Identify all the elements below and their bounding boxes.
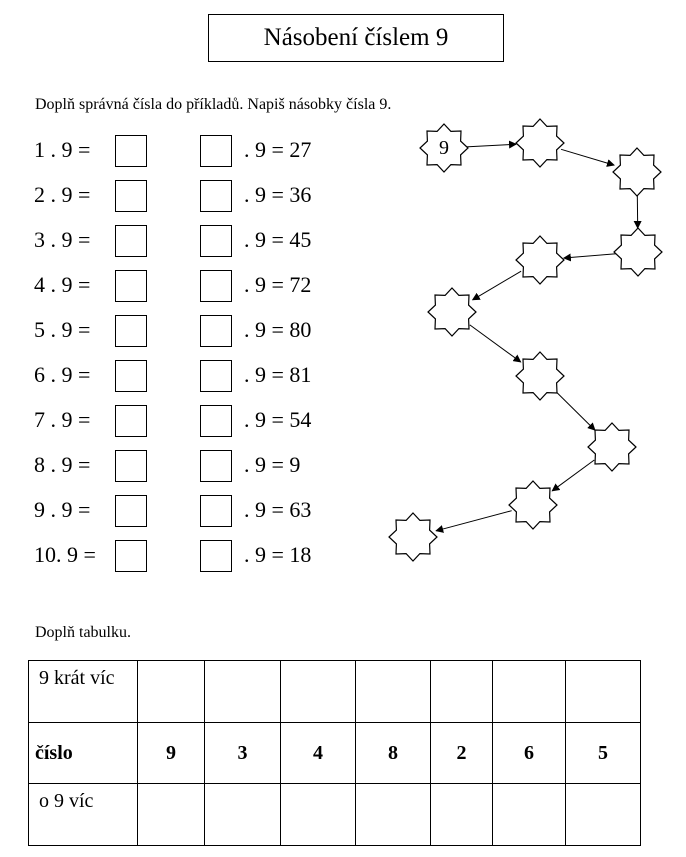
exercise-right: . 9 = 45 (244, 227, 312, 252)
number-cell: 3 (205, 723, 281, 784)
table-row-numbers (29, 723, 641, 784)
multiplication-table (28, 660, 641, 846)
chain-star[interactable] (509, 481, 557, 529)
chain-star[interactable] (516, 119, 564, 167)
exercise-right: . 9 = 72 (244, 272, 312, 297)
instruction-table: Doplň tabulku. (35, 624, 131, 641)
answer-cell[interactable] (356, 784, 431, 846)
exercise-left: 7 . 9 = (34, 407, 91, 432)
chain-arrow (552, 460, 594, 491)
answer-cell[interactable] (493, 784, 566, 846)
chain-arrow (556, 391, 595, 430)
exercise-left: 10. 9 = (34, 542, 96, 567)
exercise-left: 4 . 9 = (34, 272, 91, 297)
chain-star[interactable] (588, 423, 636, 471)
number-cell: 8 (356, 723, 431, 784)
answer-cell[interactable] (138, 784, 205, 846)
exercise-right: . 9 = 81 (244, 362, 312, 387)
exercise-left: 2 . 9 = (34, 182, 91, 207)
answer-cell[interactable] (281, 784, 356, 846)
answer-cell[interactable] (205, 661, 281, 723)
number-cell: 6 (493, 723, 566, 784)
exercise-left: 6 . 9 = (34, 362, 91, 387)
instruction-exercises: Doplň správná čísla do příkladů. Napiš násobky čísla 9. (35, 96, 392, 113)
exercise-right: . 9 = 18 (244, 542, 312, 567)
exercise-left: 5 . 9 = (34, 317, 91, 342)
answer-cell[interactable] (431, 784, 493, 846)
chain-arrow (561, 149, 614, 165)
table-row-plus (29, 784, 641, 846)
exercise-left: 9 . 9 = (34, 497, 91, 522)
chain-arrow (473, 271, 521, 300)
row-label-plus: o 9 víc (29, 784, 138, 846)
number-cell: 5 (566, 723, 641, 784)
answer-cell[interactable] (566, 784, 641, 846)
exercise-left: 8 . 9 = (34, 452, 91, 477)
exercise-right: . 9 = 63 (244, 497, 312, 522)
chain-start-number: 9 (439, 137, 449, 159)
chain-star[interactable] (614, 228, 662, 276)
exercise-right: . 9 = 9 (244, 452, 301, 477)
number-cell: 4 (281, 723, 356, 784)
answer-cell[interactable] (356, 661, 431, 723)
number-cell: 9 (138, 723, 205, 784)
chain-star[interactable] (613, 148, 661, 196)
answer-cell[interactable] (431, 661, 493, 723)
exercise-left: 1 . 9 = (34, 137, 91, 162)
chain-star[interactable] (389, 513, 437, 561)
table-row-times (29, 661, 641, 723)
exercise-right: . 9 = 27 (244, 137, 312, 162)
chain-arrow (466, 144, 516, 147)
row-label-times: 9 krát víc (29, 661, 138, 723)
answer-cell[interactable] (493, 661, 566, 723)
chain-star[interactable] (516, 352, 564, 400)
exercise-right: . 9 = 54 (244, 407, 312, 432)
chain-arrow (436, 511, 512, 531)
chain-star[interactable] (428, 288, 476, 336)
chain-arrow (470, 325, 521, 362)
chain-star[interactable] (516, 236, 564, 284)
exercise-left: 3 . 9 = (34, 227, 91, 252)
answer-cell[interactable] (281, 661, 356, 723)
number-cell: 2 (431, 723, 493, 784)
exercise-right: . 9 = 80 (244, 317, 312, 342)
exercise-right: . 9 = 36 (244, 182, 312, 207)
answer-cell[interactable] (205, 784, 281, 846)
chain-arrow (564, 254, 616, 258)
row-label-number: číslo (29, 723, 138, 784)
page-title-text: Násobení číslem 9 (263, 24, 449, 51)
answer-cell[interactable] (566, 661, 641, 723)
answer-cell[interactable] (138, 661, 205, 723)
